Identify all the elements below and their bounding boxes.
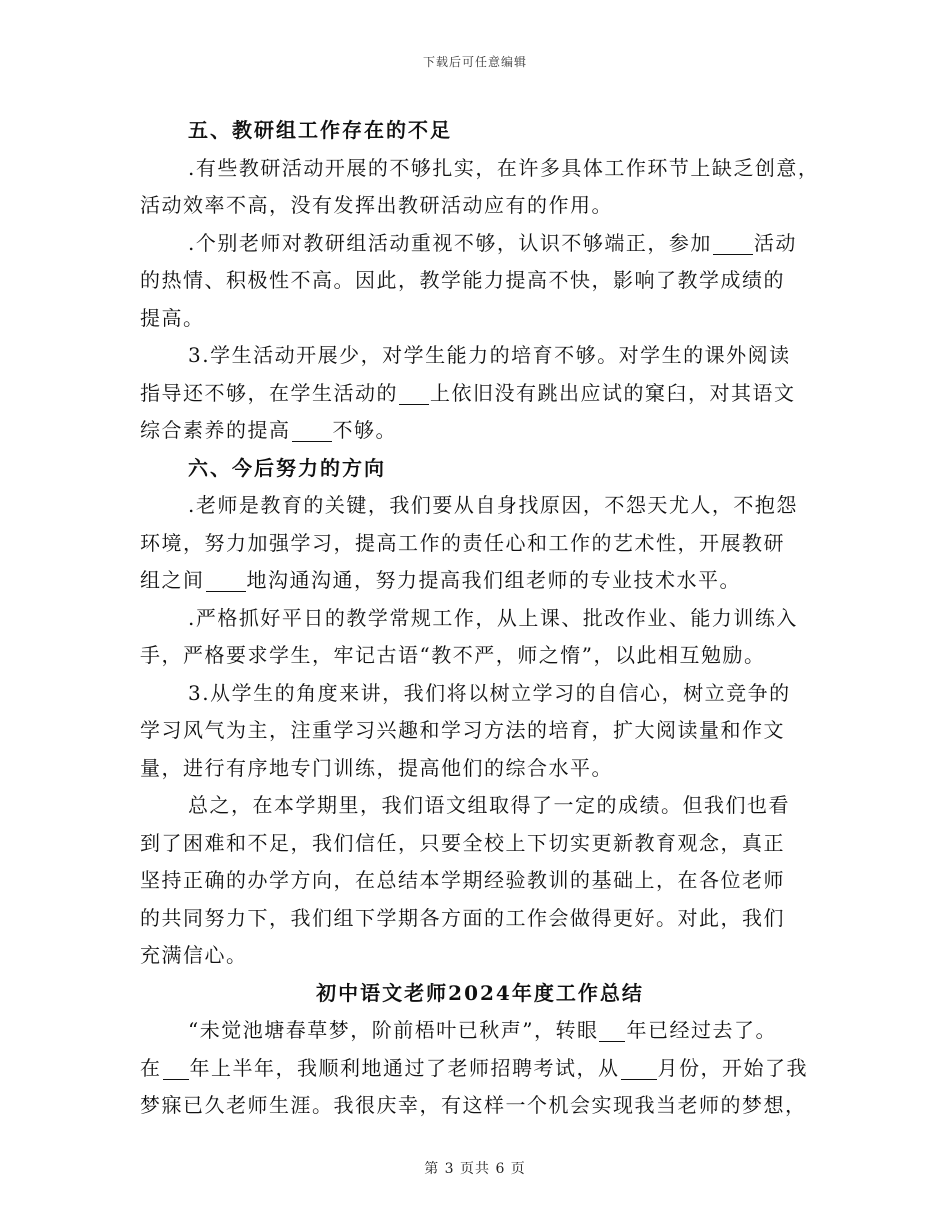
paragraph-line: .有些教研活动开展的不够扎实，在许多具体工作环节上缺乏创意， (188, 155, 820, 180)
paragraph-line: 坚持正确的办学方向，在总结本学期经验教训的基础上，在各位老师 (140, 868, 785, 892)
text-span: 组之间 (140, 568, 205, 592)
text-span: 指导还不够，在学生活动的 (140, 380, 398, 405)
header-note: 下载后可任意编辑 (422, 55, 527, 69)
text-span: 年上半年，我顺利地通过了老师招聘考试，从 (189, 1055, 620, 1080)
paragraph-line (140, 412, 820, 450)
fill-blank (292, 421, 332, 442)
fill-blank (713, 234, 753, 255)
section-heading-5: 五、教研组工作存在的不足 (188, 118, 452, 142)
paragraph-line: 梦寐已久老师生涯。我很庆幸，有这样一个机会实现我当老师的梦想， (140, 1093, 807, 1117)
fill-blank (399, 384, 429, 405)
paragraph-line: 总之，在本学期里，我们语文组取得了一定的成绩。但我们也看 (188, 793, 790, 817)
text-span: “未觉池塘春草梦，阶前梧叶已秋声”，转眼 (188, 1018, 599, 1042)
paragraph-line: 的共同努力下，我们组下学期各方面的工作会做得更好。对此，我们 (140, 905, 785, 930)
text-span: 年已经过去了。 (626, 1018, 777, 1042)
paragraph-line (140, 225, 820, 263)
text-span: 月份，开始了我 (657, 1055, 808, 1080)
paragraph-line: 到了困难和不足，我们信任，只要全校上下切实更新教育观念，真正 (140, 830, 785, 855)
text-span: 活动 (753, 230, 797, 255)
text-span: 地沟通沟通，努力提高我们组老师的专业技术水平。 (246, 568, 741, 592)
page-number: 第 3 页共 6 页 (424, 1161, 526, 1177)
text-span: 综合素养的提高 (140, 418, 291, 442)
document-body (140, 112, 820, 1125)
paragraph-line: 提高。 (140, 305, 205, 330)
text-span: 上依旧没有跳出应试的窠臼，对其语文 (430, 380, 796, 405)
text-span: 不够。 (332, 418, 397, 442)
section-heading-6: 六、今后努力的方向 (188, 455, 386, 480)
paragraph-line: 手，严格要求学生，牢记古语“教不严，师之惰”，以此相互勉励。 (140, 643, 766, 667)
paragraph-line: 活动效率不高，没有发挥出教研活动应有的作用。 (140, 193, 613, 217)
paragraph-line: 学习风气为主，注重学习兴趣和学习方法的培育，扩大阅读量和作文 (140, 718, 785, 742)
paragraph-line: .老师是教育的关键，我们要从自身找原因，不怨天尤人，不抱怨 (188, 493, 798, 517)
paragraph-line: 3.学生活动开展少，对学生能力的培育不够。对学生的课外阅读 (188, 343, 791, 367)
fill-blank (163, 1059, 189, 1080)
article-title: 初中语文老师2024年度工作总结 (316, 980, 644, 1005)
paragraph-line: 充满信心。 (140, 943, 248, 967)
paragraph-line: 3.从学生的角度来讲，我们将以树立学习的自信心，树立竞争的 (188, 680, 791, 705)
paragraph-line: .严格抓好平日的教学常规工作，从上课、批改作业、能力训练入 (188, 605, 798, 630)
fill-blank (621, 1059, 657, 1080)
paragraph-line: 量，进行有序地专门训练，提高他们的综合水平。 (140, 755, 613, 780)
paragraph-line: 的热情、积极性不高。因此，教学能力提高不快，影响了教学成绩的 (140, 268, 785, 292)
paragraph-line (140, 1050, 820, 1088)
fill-blank (206, 571, 246, 592)
paragraph-line (140, 1012, 820, 1050)
paragraph-line: 环境，努力加强学习，提高工作的责任心和工作的艺术性，开展教研 (140, 530, 785, 555)
paragraph-line (140, 562, 820, 600)
paragraph-line (140, 375, 820, 413)
fill-blank (599, 1021, 625, 1042)
text-span: .个别老师对教研组活动重视不够，认识不够端正，参加 (188, 230, 712, 255)
text-span: 在 (140, 1055, 162, 1080)
